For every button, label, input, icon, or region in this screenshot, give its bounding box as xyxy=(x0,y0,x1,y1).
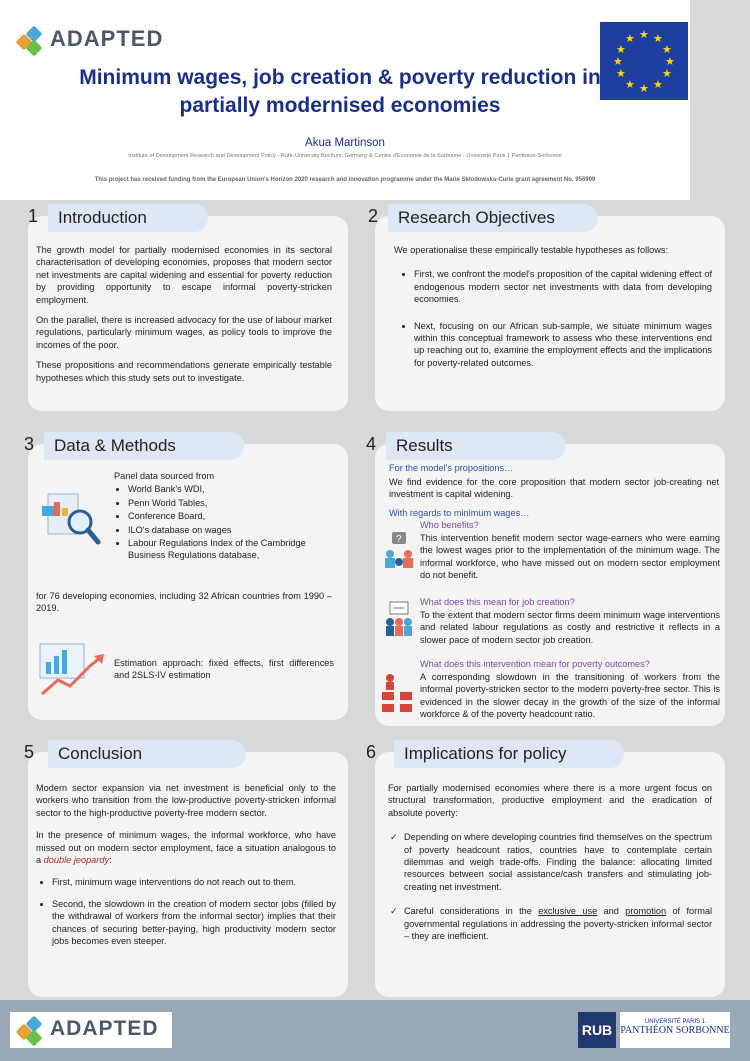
results-subheading: With regards to minimum wages… xyxy=(389,508,530,518)
funding-note: This project has received funding from the European Union's Horizon 2020 research and innovation programme under the Marie Sklodowska-Curie grant agreement No. 956909 xyxy=(94,177,596,183)
brand-name: ADAPTED xyxy=(50,26,164,51)
adapted-logo-footer xyxy=(16,1016,159,1042)
conclusion-heading: Conclusion xyxy=(48,740,246,768)
policy-text: For partially modernised economies where there is a more urgent focus on structural transformation, productive employment and the eradication of absolute poverty: ✓ Depending on where developing countries find themselves on the spectrum of poverty headcount ratios, countries have to contemplate certain dilemmas and weigh trade-offs. Finding the balance: allocating limited resources between social assistance/cash transfers and stimulating job-creating net investment. ✓ Careful considerations in the exclusive use and promotion of formal governmental regulations in addressing the poverty-stricken informal sector – they are inefficient. xyxy=(388,782,712,951)
question-people-icon xyxy=(382,530,416,572)
results-text: We find evidence for the core proposition that modern sector job-creating net investment is capital widening. xyxy=(389,477,719,500)
section-number: 2 xyxy=(368,206,379,226)
rub-logo: RUB xyxy=(578,1012,616,1048)
results-question: Who benefits? xyxy=(420,520,479,530)
list-item: • First, minimum wage interventions do not reach out to them. xyxy=(52,876,336,888)
list-item: • Conference Board, xyxy=(128,510,338,522)
data-methods-heading: Data & Methods xyxy=(44,432,244,460)
results-question: What does this mean for job creation? xyxy=(420,597,575,607)
svg-text:?: ? xyxy=(396,534,402,545)
objectives-text: We operationalise these empirically testable hypotheses as follows: • First, we confront the model's proposition of the capital widening effect of endogenous modern sector net investments with data from developing economies. • Next, focusing on our African sub-sample, we situate minimum wages within this conceptual framework to assess who these interventions end up reaching out to, examine the employment effects and the implications for poverty-related outcomes. xyxy=(394,244,712,378)
list-item: • ILO's database on wages xyxy=(128,524,338,536)
objectives-heading: Research Objectives xyxy=(388,204,598,232)
results-answer: To the extent that modern sector firms deem minimum wage interventions and related labour regulations as costly and restrictive it reflects in a slower pace of modern sector job creation. xyxy=(420,610,720,645)
section-number: 5 xyxy=(24,742,35,762)
results-answer: A corresponding slowdown in the transitioning of workers from the informal poverty-stricken sector to the modern poverty-free sector. This is evidenced in the slower decay in the growth of the size of the informal workforce & of the poverty headcount ratio. xyxy=(420,672,720,720)
poverty-people-icon xyxy=(380,672,416,716)
growth-chart-icon xyxy=(38,638,110,700)
results-heading: Results xyxy=(386,432,566,460)
job-sign-icon xyxy=(382,600,416,638)
introduction-heading: Introduction xyxy=(48,204,208,232)
data-coverage: for 76 developing economies, including 32 African countries from 1990 – 2019. xyxy=(36,591,332,614)
cubes-icon xyxy=(16,1016,50,1042)
list-item: ✓ Depending on where developing countries find themselves on the spectrum of poverty headcount ratios, countries have to contemplate certain dilemmas and weigh trade-offs. Finding the balance: allocating limited resources between social assistance/cash transfers and stimulating job-creating net investment. xyxy=(404,831,712,893)
list-item: • Penn World Tables, xyxy=(128,497,338,509)
results-subheading: For the model's propositions… xyxy=(389,463,514,473)
header-side xyxy=(690,0,750,200)
brand-name: ADAPTED xyxy=(50,1017,159,1040)
adapted-logo xyxy=(16,26,163,52)
section-number: 6 xyxy=(366,742,377,762)
results-answer: This intervention benefit modern sector wage-earners who were earning the lowest wages prior to the implementation of the minimum wage. The informal workforce, who have missed out on modern sector employment do not benefit. xyxy=(420,533,720,581)
conclusion-text: Modern sector expansion via net investment is beneficial only to the workers who transition from the low-productive poverty-stricken informal sector to the high-productive poverty-free modern sector. In the presence of minimum wages, the informal workforce, who have missed out on modern sector employment, face a situation analogous to a double jeopardy: • First, minimum wage interventions do not reach out to them. • Second, the slowdown in the creation of modern sector jobs (filled by the withdrawal of workers from the informal sector) implies that their chances of securing better-paying, high productivity modern sector jobs becomes even steeper. xyxy=(36,782,336,956)
data-sources: Panel data sourced from • World Bank's WDI, • Penn World Tables, • Conference Board, • ILO's database on wages • Labour Regulations Index of the Cambridge Business Regulations database, xyxy=(114,470,338,563)
section-number: 4 xyxy=(366,434,377,454)
policy-heading: Implications for policy xyxy=(394,740,624,768)
list-item: • Labour Regulations Index of the Cambridge Business Regulations database, xyxy=(128,537,338,562)
affiliation: Institute of Development Research and Development Policy - Ruhr-University Bochum, Germany & Centre d'Economie de la Sorbonne - Université Paris 1 Panthéon-Sorbonne xyxy=(128,153,562,159)
list-item: • Next, focusing on our African sub-sample, we situate minimum wages within this conceptual framework to assess who these interventions end up reaching out to, examine the employment effects and the implications for poverty-related outcomes. xyxy=(414,320,712,370)
sorbonne-logo: UNIVERSITÉ PARIS 1 PANTHÉON SORBONNE xyxy=(620,1012,730,1048)
section-number: 3 xyxy=(24,434,35,454)
poster-title: Minimum wages, job creation & poverty reduction in partially modernised economies xyxy=(79,66,601,117)
cubes-icon xyxy=(16,26,50,52)
author-name: Akua Martinson xyxy=(305,137,385,149)
introduction-text: The growth model for partially modernised economies in its sectoral characterisation of developing economies, proposes that modern sector net investments are capital widening and essential for poverty reduction by providing opportunity to escape informal poverty-stricken employment. On the parallel, there is increased advocacy for the use of labour market regulations, particularly minimum wages, as policy tools to improve the incomes of the poor. These propositions and recommendations generate empirically testable hypotheses which this study sets out to investigate. xyxy=(36,245,332,383)
estimation-approach: Estimation approach: fixed effects, first differences and 2SLS-IV estimation xyxy=(114,658,334,681)
document-magnifier-icon xyxy=(36,490,106,550)
list-item: • First, we confront the model's proposition of the capital widening effect of endogenous modern sector net investments with data from developing economies. xyxy=(414,268,712,305)
double-jeopardy-emphasis: double jeopardy xyxy=(43,855,110,866)
list-item: • Second, the slowdown in the creation of modern sector jobs (filled by the withdrawal of workers from the informal sector) implies that their chances of securing better-paying, high productivity modern sector jobs becomes even steeper. xyxy=(52,898,336,948)
list-item: • World Bank's WDI, xyxy=(128,483,338,495)
results-question: What does this intervention mean for poverty outcomes? xyxy=(420,659,650,669)
list-item: ✓ Careful considerations in the exclusive use and promotion of formal governmental regulations in addressing the poverty-stricken informal sector – they are inefficient. xyxy=(404,905,712,942)
section-number: 1 xyxy=(28,206,39,226)
eu-flag-icon: ★ ★ ★ ★ ★ ★ ★ ★ ★ ★ ★ ★ xyxy=(600,22,688,100)
